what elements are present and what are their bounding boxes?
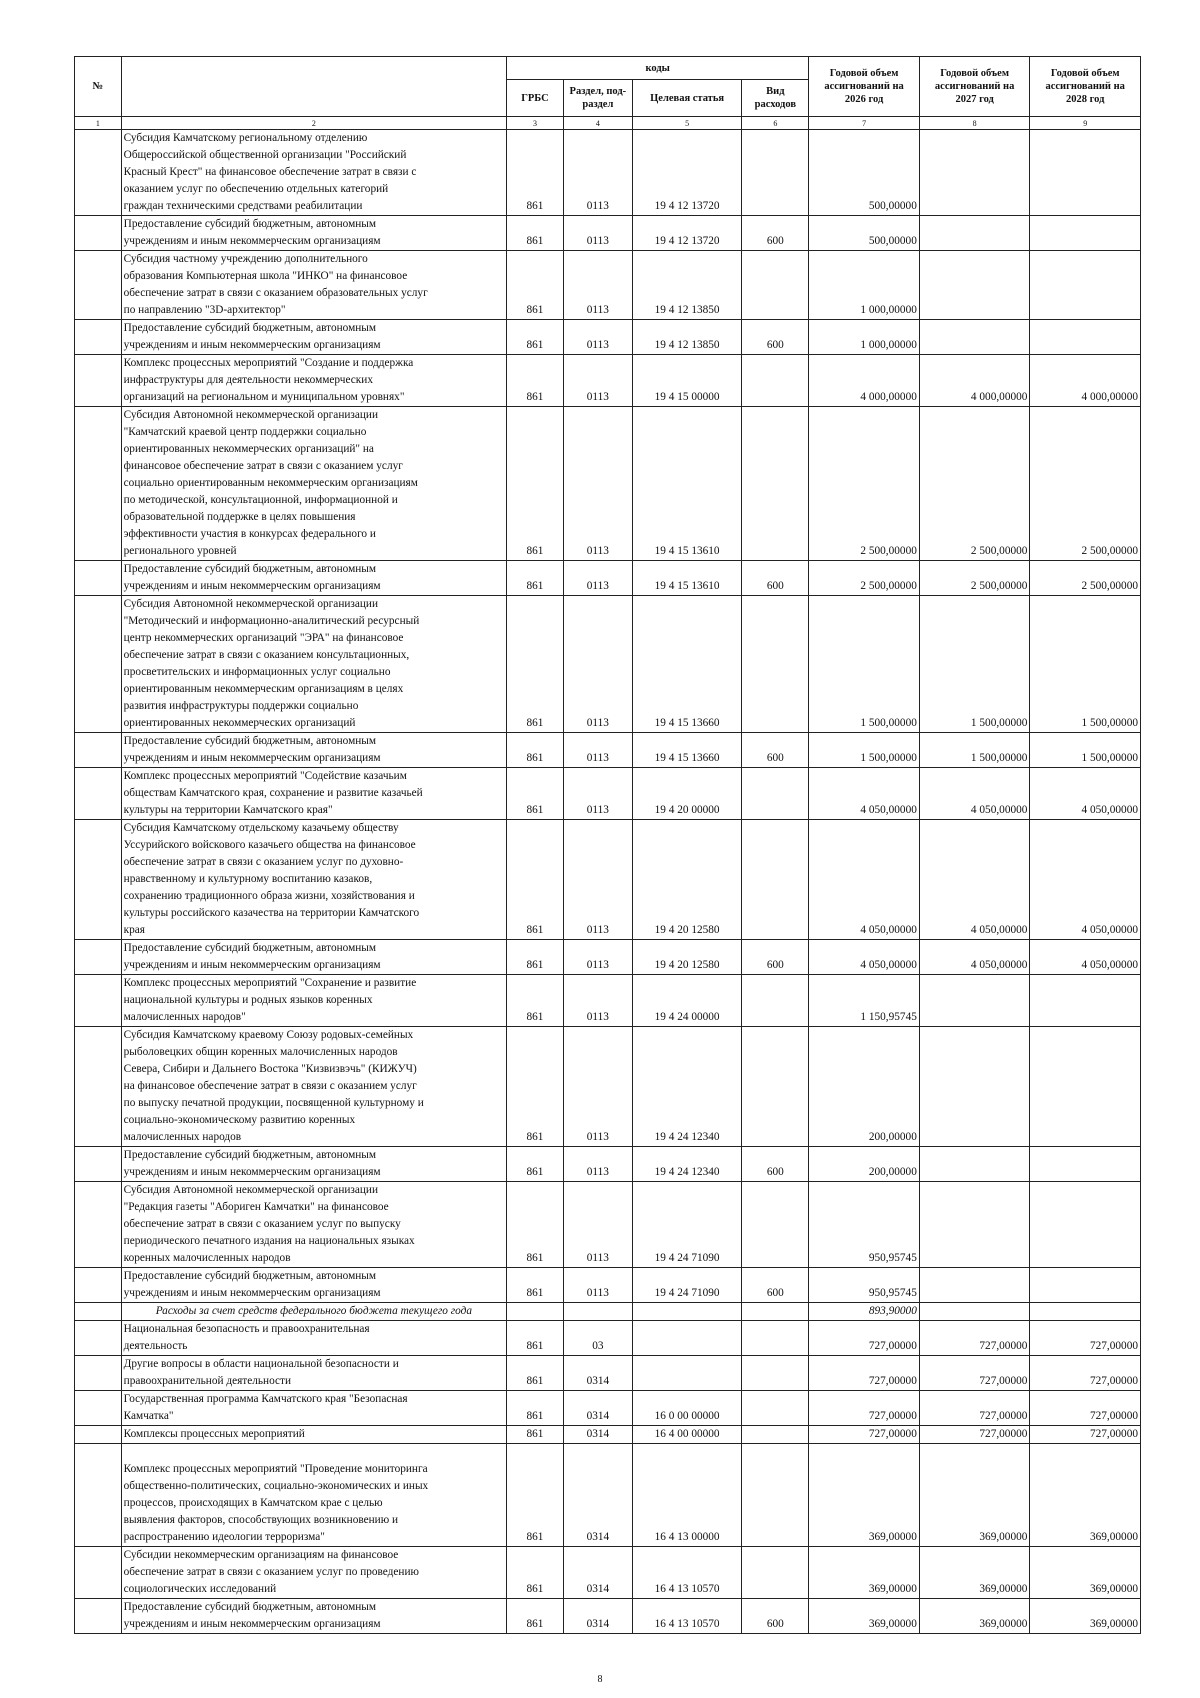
cell-description: Комплекс процессных мероприятий "Сохранение и развитие национальной культуры и родных языков коренных малочисленных народов" (121, 975, 506, 1027)
table-row (75, 407, 1141, 561)
cell-target-article: 19 4 15 13610 (632, 561, 742, 596)
cell-number (75, 216, 122, 251)
cell-description: Предоставление субсидий бюджетным, автономным учреждениям и иным некоммерческим организациям (121, 1599, 506, 1634)
cell-section: 03 (563, 1321, 632, 1356)
table-row (75, 1147, 1141, 1182)
table-row (75, 216, 1141, 251)
cell-section: 0113 (563, 1268, 632, 1303)
cell-amount-2028: 4 050,00000 (1030, 940, 1141, 975)
cell-section: 0113 (563, 1147, 632, 1182)
cell-grbs: 861 (507, 1391, 564, 1426)
cell-amount-2027 (919, 975, 1030, 1027)
cell-amount-2026: 2 500,00000 (809, 407, 920, 561)
cell-grbs: 861 (507, 130, 564, 216)
cell-number (75, 1599, 122, 1634)
cell-target-article: 16 4 13 10570 (632, 1599, 742, 1634)
cell-target-article: 19 4 12 13850 (632, 251, 742, 320)
cell-grbs: 861 (507, 251, 564, 320)
cell-amount-2028 (1030, 251, 1141, 320)
table-row (75, 1547, 1141, 1599)
cell-amount-2028: 1 500,00000 (1030, 733, 1141, 768)
header-2026: Годовой объем ассигнований на 2026 год (809, 57, 920, 117)
cell-number (75, 320, 122, 355)
cell-number (75, 768, 122, 820)
cell-section (563, 1303, 632, 1321)
table-row (75, 596, 1141, 733)
cell-amount-2026: 4 050,00000 (809, 820, 920, 940)
cell-description: Предоставление субсидий бюджетным, автономным учреждениям и иным некоммерческим организациям (121, 320, 506, 355)
cell-description: Комплекс процессных мероприятий "Содействие казачьим обществам Камчатского края, сохранение и развитие казачьей культуры на территории Камчатского края" (121, 768, 506, 820)
cell-grbs: 861 (507, 355, 564, 407)
cell-amount-2028 (1030, 320, 1141, 355)
cell-target-article: 19 4 20 00000 (632, 768, 742, 820)
cell-amount-2027: 4 000,00000 (919, 355, 1030, 407)
cell-description: Предоставление субсидий бюджетным, автономным учреждениям и иным некоммерческим организациям (121, 1147, 506, 1182)
cell-target-article: 19 4 24 71090 (632, 1268, 742, 1303)
column-number: 3 (507, 117, 564, 130)
cell-section: 0113 (563, 320, 632, 355)
cell-description: Другие вопросы в области национальной безопасности и правоохранительной деятельности (121, 1356, 506, 1391)
column-number: 8 (919, 117, 1030, 130)
cell-section: 0314 (563, 1547, 632, 1599)
cell-expense-type: 600 (742, 733, 809, 768)
table-row (75, 1268, 1141, 1303)
cell-amount-2027: 2 500,00000 (919, 561, 1030, 596)
column-number: 5 (632, 117, 742, 130)
cell-description: Предоставление субсидий бюджетным, автономным учреждениям и иным некоммерческим организациям (121, 940, 506, 975)
column-number: 2 (121, 117, 506, 130)
cell-description: Предоставление субсидий бюджетным, автономным учреждениям и иным некоммерческим организациям (121, 216, 506, 251)
cell-section: 0113 (563, 355, 632, 407)
cell-description: Субсидия Автономной некоммерческой организации "Методический и информационно-аналитический ресурсный центр некоммерческих организаций "ЭРА" на финансовое обеспечение затрат в связи с оказанием консультационных, просветительских и информационных услуг социально ориентированным некоммерческим организациям в целях развития инфраструктуры поддержки социально ориентированных некоммерческих организаций (121, 596, 506, 733)
cell-amount-2028: 369,00000 (1030, 1599, 1141, 1634)
column-number: 1 (75, 117, 122, 130)
cell-number (75, 1303, 122, 1321)
column-number: 9 (1030, 117, 1141, 130)
cell-section: 0314 (563, 1391, 632, 1426)
column-numbers-row (75, 117, 1141, 130)
cell-grbs: 861 (507, 940, 564, 975)
cell-expense-type: 600 (742, 216, 809, 251)
cell-amount-2028: 727,00000 (1030, 1426, 1141, 1444)
cell-description: Национальная безопасность и правоохранительная деятельность (121, 1321, 506, 1356)
cell-amount-2028: 369,00000 (1030, 1444, 1141, 1547)
header-target: Целевая статья (632, 80, 742, 117)
cell-target-article: 19 4 15 00000 (632, 355, 742, 407)
cell-grbs: 861 (507, 1027, 564, 1147)
cell-expense-type (742, 1426, 809, 1444)
table-row (75, 355, 1141, 407)
cell-number (75, 596, 122, 733)
cell-section: 0113 (563, 130, 632, 216)
cell-number (75, 1321, 122, 1356)
cell-amount-2028 (1030, 1027, 1141, 1147)
cell-section: 0113 (563, 1182, 632, 1268)
cell-amount-2026: 4 050,00000 (809, 768, 920, 820)
cell-amount-2027 (919, 1303, 1030, 1321)
cell-amount-2028: 4 000,00000 (1030, 355, 1141, 407)
cell-grbs: 861 (507, 216, 564, 251)
cell-amount-2026: 727,00000 (809, 1321, 920, 1356)
cell-description: Субсидия Камчатскому отдельскому казачьему обществу Уссурийского войскового казачьего общества на финансовое обеспечение затрат в связи с оказанием услуг по духовно- нравственному и культурному воспитанию казаков, сохранению традиционного образа жизни, хозяйствования и культуры российского казачества на территории Камчатского края (121, 820, 506, 940)
cell-amount-2026: 200,00000 (809, 1147, 920, 1182)
cell-amount-2027: 727,00000 (919, 1426, 1030, 1444)
cell-number (75, 975, 122, 1027)
table-body (75, 130, 1141, 1634)
cell-grbs: 861 (507, 1599, 564, 1634)
cell-description: Предоставление субсидий бюджетным, автономным учреждениям и иным некоммерческим организациям (121, 561, 506, 596)
cell-amount-2026: 500,00000 (809, 216, 920, 251)
table-row (75, 1426, 1141, 1444)
cell-amount-2026: 1 500,00000 (809, 596, 920, 733)
column-number: 7 (809, 117, 920, 130)
cell-amount-2028: 2 500,00000 (1030, 407, 1141, 561)
header-2028: Годовой объем ассигнований на 2028 год (1030, 57, 1141, 117)
cell-amount-2028 (1030, 130, 1141, 216)
column-number: 6 (742, 117, 809, 130)
cell-amount-2026: 500,00000 (809, 130, 920, 216)
cell-number (75, 1027, 122, 1147)
cell-amount-2027: 369,00000 (919, 1599, 1030, 1634)
cell-amount-2027: 727,00000 (919, 1321, 1030, 1356)
cell-amount-2026: 1 150,95745 (809, 975, 920, 1027)
cell-section: 0314 (563, 1444, 632, 1547)
cell-number (75, 355, 122, 407)
cell-section: 0113 (563, 975, 632, 1027)
cell-target-article: 16 4 13 10570 (632, 1547, 742, 1599)
cell-amount-2026: 1 000,00000 (809, 320, 920, 355)
cell-amount-2028: 2 500,00000 (1030, 561, 1141, 596)
page-number: 8 (597, 1674, 603, 1685)
header-section: Раздел, под- раздел (563, 80, 632, 117)
cell-grbs: 861 (507, 561, 564, 596)
cell-amount-2028: 727,00000 (1030, 1391, 1141, 1426)
cell-amount-2026: 369,00000 (809, 1444, 920, 1547)
column-number: 4 (563, 117, 632, 130)
cell-number (75, 130, 122, 216)
cell-expense-type (742, 130, 809, 216)
table-row (75, 1391, 1141, 1426)
cell-section: 0113 (563, 820, 632, 940)
cell-section: 0113 (563, 561, 632, 596)
cell-expense-type (742, 1321, 809, 1356)
cell-target-article: 19 4 24 00000 (632, 975, 742, 1027)
table-row (75, 1321, 1141, 1356)
cell-expense-type (742, 820, 809, 940)
cell-amount-2028: 727,00000 (1030, 1321, 1141, 1356)
cell-expense-type: 600 (742, 561, 809, 596)
cell-amount-2028 (1030, 1147, 1141, 1182)
budget-table (74, 56, 1141, 1634)
table-row (75, 1182, 1141, 1268)
cell-grbs: 861 (507, 1147, 564, 1182)
cell-grbs: 861 (507, 407, 564, 561)
cell-amount-2027: 727,00000 (919, 1356, 1030, 1391)
table-row (75, 1356, 1141, 1391)
cell-expense-type: 600 (742, 1147, 809, 1182)
cell-grbs (507, 1303, 564, 1321)
cell-expense-type (742, 1356, 809, 1391)
table-row (75, 1444, 1141, 1547)
cell-target-article: 16 0 00 00000 (632, 1391, 742, 1426)
cell-number (75, 1147, 122, 1182)
cell-section: 0314 (563, 1599, 632, 1634)
cell-amount-2027 (919, 130, 1030, 216)
cell-expense-type (742, 768, 809, 820)
cell-grbs: 861 (507, 1547, 564, 1599)
cell-description: Субсидия Камчатскому региональному отделению Общероссийской общественной организации "Российский Красный Крест" на финансовое обеспечение затрат в связи с оказанием услуг по обеспечению отдельных категорий граждан техническими средствами реабилитации (121, 130, 506, 216)
cell-expense-type (742, 1391, 809, 1426)
cell-amount-2028: 4 050,00000 (1030, 820, 1141, 940)
cell-amount-2026: 4 050,00000 (809, 940, 920, 975)
header-2027: Годовой объем ассигнований на 2027 год (919, 57, 1030, 117)
table-row (75, 940, 1141, 975)
cell-expense-type (742, 355, 809, 407)
cell-amount-2027: 1 500,00000 (919, 733, 1030, 768)
header-codes: коды (507, 57, 809, 80)
cell-amount-2027 (919, 251, 1030, 320)
cell-amount-2026: 369,00000 (809, 1547, 920, 1599)
cell-target-article (632, 1321, 742, 1356)
cell-expense-type (742, 251, 809, 320)
cell-amount-2027 (919, 320, 1030, 355)
cell-amount-2027 (919, 216, 1030, 251)
cell-amount-2028 (1030, 975, 1141, 1027)
cell-amount-2027 (919, 1027, 1030, 1147)
cell-expense-type: 600 (742, 940, 809, 975)
cell-target-article: 19 4 12 13850 (632, 320, 742, 355)
cell-amount-2026: 950,95745 (809, 1182, 920, 1268)
cell-amount-2027 (919, 1147, 1030, 1182)
cell-grbs: 861 (507, 820, 564, 940)
cell-number (75, 1356, 122, 1391)
cell-number (75, 733, 122, 768)
cell-amount-2026: 1 000,00000 (809, 251, 920, 320)
table-row (75, 1599, 1141, 1634)
cell-expense-type (742, 1027, 809, 1147)
cell-grbs: 861 (507, 320, 564, 355)
cell-number (75, 561, 122, 596)
cell-section: 0113 (563, 940, 632, 975)
cell-description: Субсидии некоммерческим организациям на финансовое обеспечение затрат в связи с оказанием услуг по проведению социологических исследований (121, 1547, 506, 1599)
cell-amount-2027: 4 050,00000 (919, 820, 1030, 940)
cell-number (75, 820, 122, 940)
cell-expense-type (742, 1444, 809, 1547)
cell-expense-type (742, 1182, 809, 1268)
header-expense-type: Вид расходов (742, 80, 809, 117)
cell-amount-2026: 369,00000 (809, 1599, 920, 1634)
cell-description: Предоставление субсидий бюджетным, автономным учреждениям и иным некоммерческим организациям (121, 733, 506, 768)
cell-amount-2026: 893,90000 (809, 1303, 920, 1321)
cell-description: Субсидия частному учреждению дополнительного образования Компьютерная школа "ИНКО" на финансовое обеспечение затрат в связи с оказанием образовательных услуг по направлению "3D-архитектор" (121, 251, 506, 320)
cell-target-article: 19 4 15 13660 (632, 733, 742, 768)
cell-amount-2027 (919, 1182, 1030, 1268)
cell-description: Расходы за счет средств федерального бюджета текущего года (121, 1303, 506, 1321)
cell-amount-2027: 4 050,00000 (919, 768, 1030, 820)
cell-amount-2028 (1030, 1268, 1141, 1303)
cell-expense-type (742, 596, 809, 733)
cell-description: Предоставление субсидий бюджетным, автономным учреждениям и иным некоммерческим организациям (121, 1268, 506, 1303)
cell-grbs: 861 (507, 1356, 564, 1391)
cell-expense-type (742, 1547, 809, 1599)
cell-grbs: 861 (507, 596, 564, 733)
cell-description: Субсидия Автономной некоммерческой организации "Камчатский краевой центр поддержки социально ориентированных некоммерческих организаций" на финансовое обеспечение затрат в связи с оказанием услуг социально ориентированным некоммерческим организациям по методической, консультационной, информационной и образовательной поддержке в целях повышения эффективности участия в конкурсах федерального и регионального уровней (121, 407, 506, 561)
cell-number (75, 1182, 122, 1268)
cell-amount-2026: 727,00000 (809, 1356, 920, 1391)
cell-target-article: 19 4 24 12340 (632, 1147, 742, 1182)
cell-expense-type: 600 (742, 1599, 809, 1634)
cell-amount-2027: 2 500,00000 (919, 407, 1030, 561)
cell-number (75, 1268, 122, 1303)
cell-number (75, 1391, 122, 1426)
cell-grbs: 861 (507, 975, 564, 1027)
cell-grbs: 861 (507, 1426, 564, 1444)
table-row (75, 1027, 1141, 1147)
cell-amount-2027: 1 500,00000 (919, 596, 1030, 733)
cell-target-article (632, 1303, 742, 1321)
cell-expense-type (742, 975, 809, 1027)
cell-target-article: 19 4 12 13720 (632, 130, 742, 216)
table-row (75, 561, 1141, 596)
table-row (75, 975, 1141, 1027)
table-row (75, 130, 1141, 216)
cell-section: 0113 (563, 733, 632, 768)
cell-amount-2027: 4 050,00000 (919, 940, 1030, 975)
cell-amount-2028 (1030, 216, 1141, 251)
cell-amount-2028 (1030, 1182, 1141, 1268)
cell-amount-2028: 4 050,00000 (1030, 768, 1141, 820)
header-number: № (75, 57, 122, 117)
cell-target-article: 19 4 15 13660 (632, 596, 742, 733)
table-row (75, 733, 1141, 768)
table-row (75, 820, 1141, 940)
cell-amount-2028: 369,00000 (1030, 1547, 1141, 1599)
header-grbs: ГРБС (507, 80, 564, 117)
cell-description: Комплекс процессных мероприятий "Создание и поддержка инфраструктуры для деятельности некоммерческих организаций на региональном и муниципальном уровнях" (121, 355, 506, 407)
cell-amount-2027: 727,00000 (919, 1391, 1030, 1426)
cell-target-article: 19 4 15 13610 (632, 407, 742, 561)
cell-amount-2026: 950,95745 (809, 1268, 920, 1303)
cell-section: 0113 (563, 216, 632, 251)
cell-target-article: 19 4 20 12580 (632, 940, 742, 975)
cell-section: 0113 (563, 768, 632, 820)
cell-amount-2028: 727,00000 (1030, 1356, 1141, 1391)
cell-section: 0113 (563, 1027, 632, 1147)
cell-amount-2026: 200,00000 (809, 1027, 920, 1147)
cell-expense-type: 600 (742, 320, 809, 355)
cell-amount-2027: 369,00000 (919, 1444, 1030, 1547)
cell-grbs: 861 (507, 1444, 564, 1547)
cell-grbs: 861 (507, 1321, 564, 1356)
cell-target-article: 19 4 24 12340 (632, 1027, 742, 1147)
cell-description: Субсидия Камчатскому краевому Союзу родовых-семейных рыболовецких общин коренных малочисленных народов Севера, Сибири и Дальнего Востока "Кизвизвэчь" (КИЖУЧ) на финансовое обеспечение затрат в связи с оказанием услуг по выпуску печатной продукции, посвященной культурному и социально-экономическому развитию коренных малочисленных народов (121, 1027, 506, 1147)
cell-number (75, 940, 122, 975)
table-row (75, 251, 1141, 320)
cell-expense-type (742, 1303, 809, 1321)
cell-expense-type: 600 (742, 1268, 809, 1303)
cell-grbs: 861 (507, 733, 564, 768)
cell-amount-2027 (919, 1268, 1030, 1303)
cell-target-article: 19 4 24 71090 (632, 1182, 742, 1268)
cell-amount-2026: 727,00000 (809, 1426, 920, 1444)
cell-grbs: 861 (507, 1182, 564, 1268)
cell-number (75, 251, 122, 320)
cell-grbs: 861 (507, 1268, 564, 1303)
cell-number (75, 1426, 122, 1444)
cell-description: Комплекс процессных мероприятий "Проведение мониторинга общественно-политических, социально-экономических и иных процессов, происходящих в Камчатском крае с целью выявления факторов, способствующих возникновению и распространению идеологии терроризма" (121, 1444, 506, 1547)
table-row (75, 320, 1141, 355)
cell-section: 0314 (563, 1426, 632, 1444)
cell-target-article (632, 1356, 742, 1391)
cell-section: 0113 (563, 407, 632, 561)
cell-amount-2028: 1 500,00000 (1030, 596, 1141, 733)
cell-target-article: 19 4 20 12580 (632, 820, 742, 940)
table-row (75, 1303, 1141, 1321)
cell-description: Комплексы процессных мероприятий (121, 1426, 506, 1444)
cell-section: 0314 (563, 1356, 632, 1391)
cell-description: Субсидия Автономной некоммерческой организации "Редакция газеты "Абориген Камчатки" на финансовое обеспечение затрат в связи с оказанием услуг по выпуску периодического печатного издания на национальных языках коренных малочисленных народов (121, 1182, 506, 1268)
cell-target-article: 19 4 12 13720 (632, 216, 742, 251)
cell-grbs: 861 (507, 768, 564, 820)
cell-amount-2026: 727,00000 (809, 1391, 920, 1426)
header-description (121, 57, 506, 117)
cell-section: 0113 (563, 596, 632, 733)
cell-amount-2027: 369,00000 (919, 1547, 1030, 1599)
cell-number (75, 1547, 122, 1599)
cell-amount-2028 (1030, 1303, 1141, 1321)
cell-amount-2026: 2 500,00000 (809, 561, 920, 596)
cell-number (75, 1444, 122, 1547)
cell-target-article: 16 4 00 00000 (632, 1426, 742, 1444)
cell-expense-type (742, 407, 809, 561)
cell-description: Государственная программа Камчатского края "Безопасная Камчатка" (121, 1391, 506, 1426)
cell-amount-2026: 1 500,00000 (809, 733, 920, 768)
table-row (75, 768, 1141, 820)
cell-amount-2026: 4 000,00000 (809, 355, 920, 407)
table-header (75, 57, 1141, 130)
cell-section: 0113 (563, 251, 632, 320)
cell-number (75, 407, 122, 561)
cell-target-article: 16 4 13 00000 (632, 1444, 742, 1547)
